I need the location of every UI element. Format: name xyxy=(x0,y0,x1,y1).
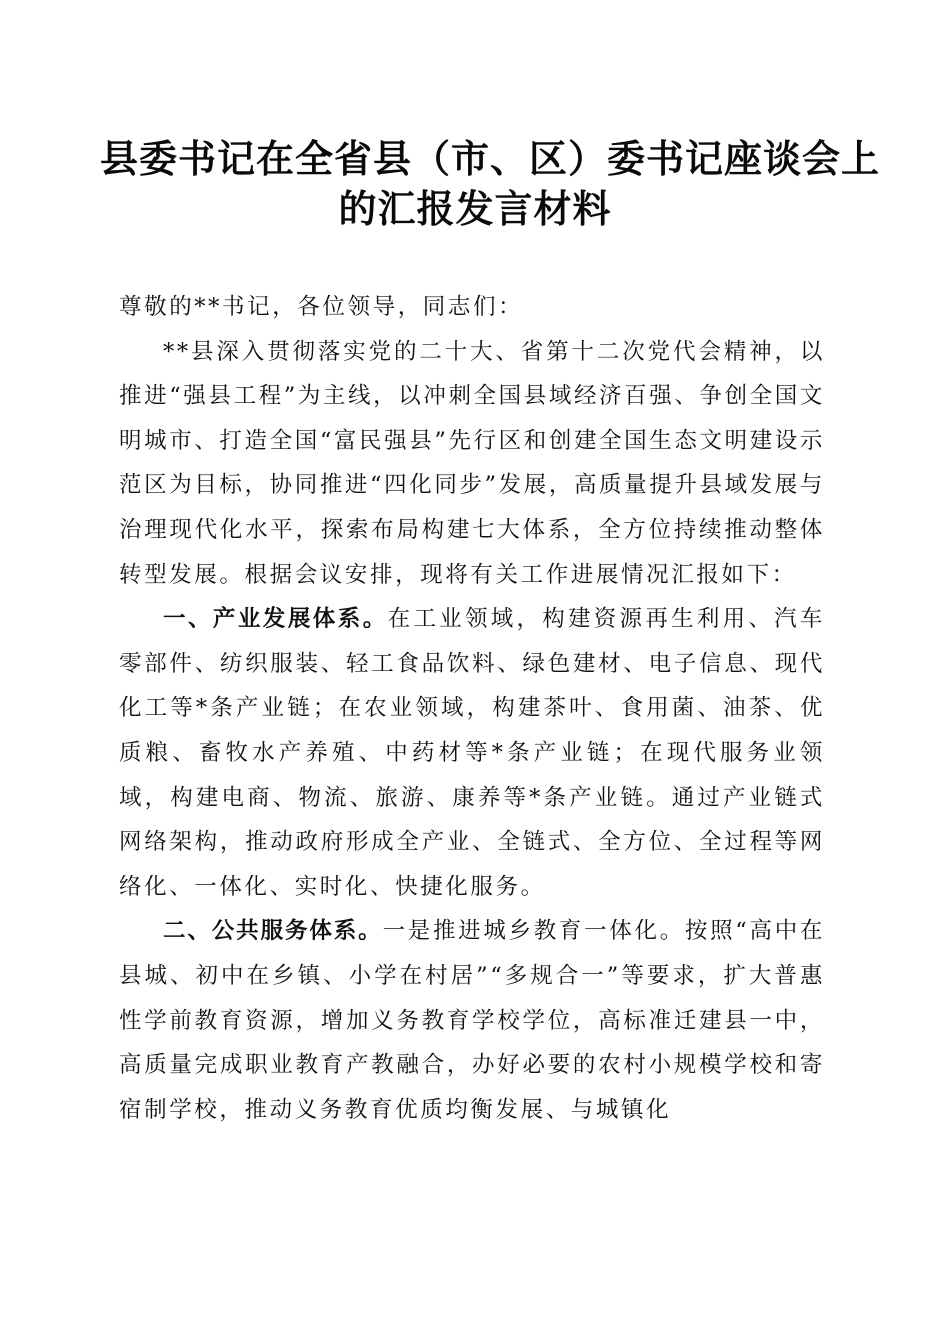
section-industry-paragraph xyxy=(119,597,825,909)
section-industry-heading: 一、产业发展体系。 xyxy=(163,606,388,633)
document-body xyxy=(119,285,825,1132)
section-industry-text: 在工业领域，构建资源再生利用、汽车零部件、纺织服装、轻工食品饮料、绿色建材、电子信息、现代化工等*条产业链；在农业领域，构建茶叶、食用菌、油茶、优质粮、畜牧水产养殖、中药材等*条产业链；在现代服务业领域，构建电商、物流、旅游、康养等*条产业链。通过产业链式网络架构，推动政府形成全产业、全链式、全方位、全过程等网络化、一体化、实时化、快捷化服务。 xyxy=(119,606,826,900)
section-public-service-heading: 二、公共服务体系。 xyxy=(163,918,383,945)
title-line-2: 的汇报发言材料 xyxy=(338,187,612,231)
section-public-service-text: 一是推进城乡教育一体化。按照“高中在县城、初中在乡镇、小学在村居”“多规合一”等要求，扩大普惠性学前教育资源，增加义务教育学校学位，高标准迁建县一中，高质量完成职业教育产教融合，办好必要的农村小规模学校和寄宿制学校，推动义务教育优质均衡发展、与城镇化 xyxy=(119,918,825,1123)
section-public-service-paragraph xyxy=(119,909,825,1132)
intro-paragraph: **县深入贯彻落实党的二十大、省第十二次党代会精神，以推进“强县工程”为主线，以冲刺全国县域经济百强、争创全国文明城市、打造全国“富民强县”先行区和创建全国生态文明建设示范区为目标，协同推进“四化同步”发展，高质量提升县域发展与治理现代化水平，探索布局构建七大体系，全方位持续推动整体转型发展。根据会议安排，现将有关工作进展情况汇报如下： xyxy=(119,338,825,588)
salutation: 尊敬的**书记，各位领导，同志们： xyxy=(119,294,524,320)
document-title xyxy=(100,134,881,234)
title-line-1: 县委书记在全省县（市、区）委书记座谈会上 xyxy=(100,137,881,181)
